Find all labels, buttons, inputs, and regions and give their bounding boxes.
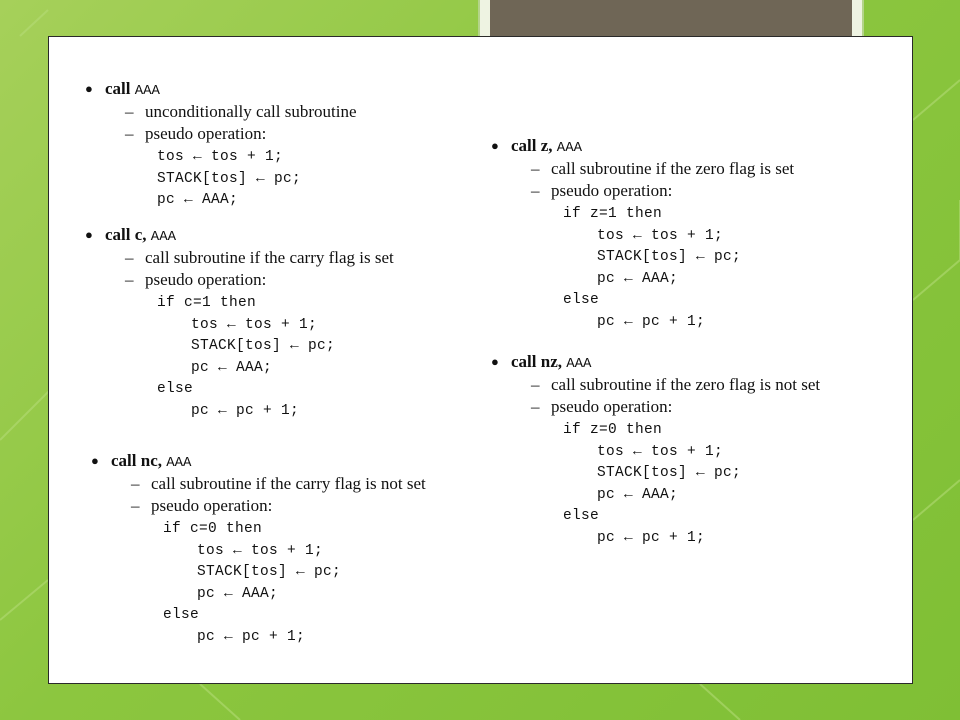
instruction-keyword: call: [105, 79, 131, 98]
sub-item: [85, 123, 357, 145]
section-call-c: [85, 225, 394, 422]
section-call-nc: [91, 451, 426, 648]
bullet-icon: ●: [491, 354, 499, 369]
sub-item-text: pseudo operation:: [551, 397, 673, 416]
dash-icon: –: [531, 375, 540, 394]
instruction-operand: AAA: [556, 140, 583, 156]
code-line: pc ← AAA;: [157, 192, 239, 208]
code-line: STACK[tos] ← pc;: [197, 564, 342, 580]
code-line: STACK[tos] ← pc;: [597, 249, 742, 265]
sub-item: [85, 247, 394, 269]
sub-item-text: pseudo operation:: [145, 124, 267, 143]
code-line: tos ← tos + 1;: [197, 542, 324, 559]
code-line: tos ← tos + 1;: [157, 149, 284, 165]
instruction-keyword: call nz,: [511, 352, 562, 371]
section-call-nz: [491, 352, 820, 549]
code-line: pc ← pc + 1;: [597, 313, 706, 330]
sub-item: [85, 269, 394, 291]
instruction-heading: [491, 136, 794, 158]
section-call-z: [491, 136, 794, 333]
sub-item: [491, 180, 794, 202]
instruction-keyword: call z,: [511, 136, 553, 155]
code-line: else: [157, 381, 194, 397]
code-line: pc ← AAA;: [197, 585, 279, 602]
code-line: tos ← tos + 1;: [191, 316, 318, 333]
code-line: else: [163, 607, 200, 623]
instruction-operand: AAA: [566, 356, 592, 372]
instruction-heading: [91, 451, 426, 473]
instruction-keyword: call c,: [105, 225, 147, 244]
code-line: STACK[tos] ← pc;: [191, 338, 336, 354]
sub-item-text: pseudo operation:: [551, 181, 673, 200]
sub-item-text: call subroutine if the carry flag is set: [145, 248, 394, 267]
code-line: if z=1 then: [563, 206, 663, 222]
dash-icon: –: [131, 474, 140, 493]
code-line: if c=0 then: [163, 521, 263, 537]
sub-item-text: unconditionally call subroutine: [145, 102, 357, 121]
sub-item: [91, 473, 426, 495]
code-line: if c=1 then: [157, 295, 257, 311]
dash-icon: –: [131, 496, 140, 515]
sub-item-text: pseudo operation:: [151, 496, 273, 515]
bullet-icon: ●: [491, 138, 499, 153]
dash-icon: –: [125, 248, 134, 267]
instruction-operand: AAA: [166, 455, 192, 471]
code-line: STACK[tos] ← pc;: [597, 465, 742, 481]
instruction-heading: [85, 225, 394, 247]
sub-item: [491, 374, 820, 396]
dash-icon: –: [531, 181, 540, 200]
dash-icon: –: [531, 397, 540, 416]
pseudo-code: [85, 293, 394, 422]
code-line: pc ← AAA;: [597, 270, 679, 287]
code-line: pc ← AAA;: [597, 486, 679, 503]
pseudo-code: [85, 147, 357, 212]
dash-icon: –: [125, 270, 134, 289]
dash-icon: –: [125, 124, 134, 143]
dash-icon: –: [531, 159, 540, 178]
pseudo-code: [491, 420, 820, 549]
sub-item-text: call subroutine if the zero flag is not set: [551, 375, 821, 394]
section-call: [85, 79, 357, 212]
code-line: pc ← pc + 1;: [197, 628, 306, 645]
slide-content: [48, 36, 913, 684]
code-line: pc ← pc + 1;: [597, 529, 706, 546]
code-line: tos ← tos + 1;: [597, 443, 724, 460]
bullet-icon: ●: [85, 81, 93, 96]
sub-item: [491, 396, 820, 418]
instruction-heading: [85, 79, 357, 101]
code-line: pc ← pc + 1;: [191, 402, 300, 419]
code-line: else: [563, 292, 600, 308]
instruction-heading: [491, 352, 820, 374]
pseudo-code: [491, 204, 794, 333]
instruction-operand: AAA: [150, 229, 177, 245]
sub-item: [491, 158, 794, 180]
instruction-operand: AAA: [134, 83, 160, 99]
bullet-icon: ●: [85, 227, 93, 242]
instruction-keyword: call nc,: [111, 451, 162, 470]
code-line: STACK[tos] ← pc;: [157, 170, 302, 187]
dash-icon: –: [125, 102, 134, 121]
pseudo-code: [91, 519, 426, 648]
code-line: else: [563, 508, 600, 524]
bullet-icon: ●: [91, 453, 99, 468]
sub-item: [91, 495, 426, 517]
code-line: tos ← tos + 1;: [597, 227, 724, 244]
sub-item-text: call subroutine if the carry flag is not set: [151, 474, 426, 493]
sub-item-text: call subroutine if the zero flag is set: [551, 159, 795, 178]
code-line: if z=0 then: [563, 422, 663, 438]
sub-item-text: pseudo operation:: [145, 270, 267, 289]
sub-item: [85, 101, 357, 123]
code-line: pc ← AAA;: [191, 359, 273, 376]
